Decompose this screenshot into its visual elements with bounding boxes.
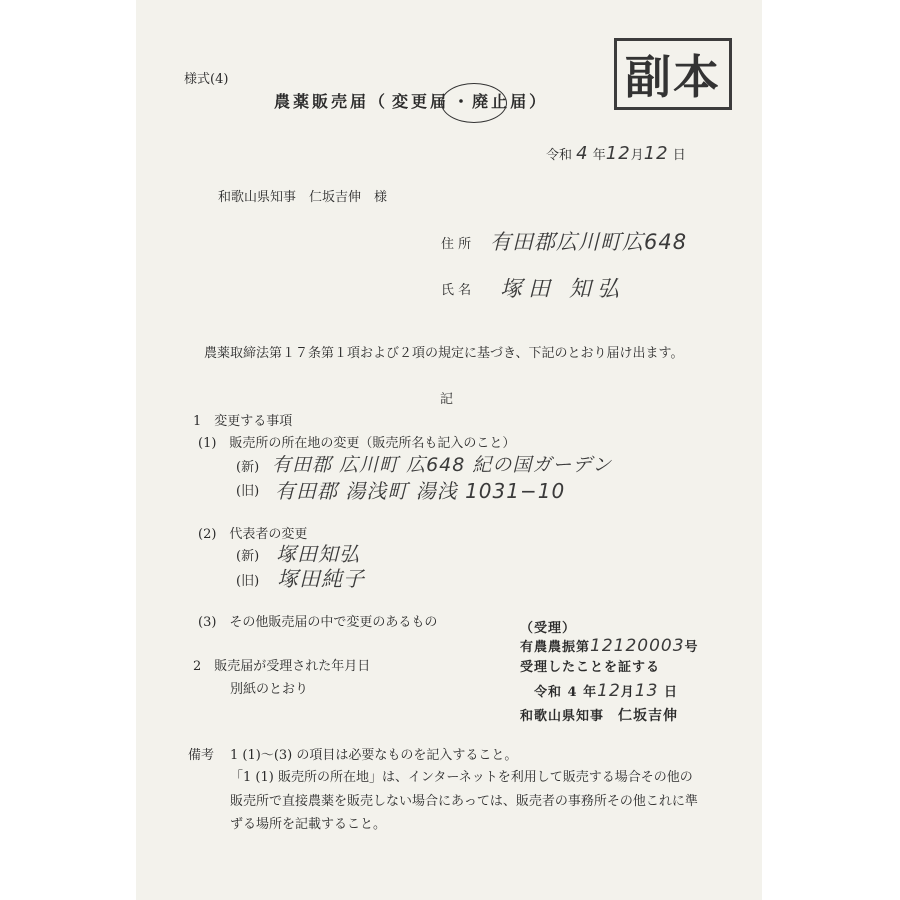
item1-old-value: 有田郡 湯浅町 湯浅 1031−10 <box>275 479 566 503</box>
remarks-line-3: 販売所で直接農薬を販売しない場合にあっては、販売者の事務所その他これに準 <box>230 794 698 809</box>
statement: 農薬取締法第１７条第１項および２項の規定に基づき、下記のとおり届け出ます。 <box>204 346 684 361</box>
date-month: 12 <box>605 143 631 164</box>
selection-circle <box>441 83 507 123</box>
item2-new-value: 塚田知弘 <box>276 542 360 566</box>
item2-old-label: (旧) <box>236 574 260 589</box>
title-option-change: 変更届 <box>392 92 450 111</box>
receipt-date-day: 13 <box>634 681 659 701</box>
receipt-date-year-unit: 年 <box>583 685 598 700</box>
receipt-certify: 受理したことを証する <box>520 660 661 675</box>
section2-note: 別紙のとおり <box>230 682 309 697</box>
ki-marker: 記 <box>440 392 454 407</box>
receipt-date-year: 4 <box>567 685 578 700</box>
item1-new-label: (新) <box>236 460 260 475</box>
remarks-label: 備考 <box>188 748 215 763</box>
title-paren-close: ） <box>529 92 549 111</box>
form-label: 様式(4) <box>184 72 229 87</box>
section2-heading: 2 販売届が受理された年月日 <box>193 659 371 674</box>
receipt-number-label: 有農農振第 <box>520 640 591 655</box>
date-year: 4 <box>576 143 589 164</box>
receipt-issuer <box>520 708 678 725</box>
remarks-line-1: 1 (1)～(3) の項目は必要なものを記入すること。 <box>230 748 518 763</box>
receipt-date <box>534 683 678 701</box>
remarks-line-4: ずる場所を記載すること。 <box>230 817 387 832</box>
date-month-unit: 月 <box>630 148 644 163</box>
date-era: 令和 <box>546 148 573 163</box>
item1-label: (1) 販売所の所在地の変更（販売所名も記入のこと） <box>198 436 516 451</box>
title-dot: ・ <box>453 92 473 111</box>
receipt-date-era: 令和 <box>534 685 563 700</box>
receipt-date-month-unit: 月 <box>620 685 635 700</box>
address-label: 住 所 <box>441 237 472 252</box>
receipt-number <box>520 638 699 656</box>
receipt-issuer-name: 仁坂吉伸 <box>618 708 679 724</box>
section1-heading: 1 変更する事項 <box>193 414 293 429</box>
date-day: 12 <box>643 143 669 164</box>
item2-label: (2) 代表者の変更 <box>198 527 308 542</box>
receipt-number-suffix: 号 <box>684 640 699 655</box>
item1-old-label: (旧) <box>236 484 260 499</box>
item2-new-label: (新) <box>236 549 260 564</box>
receipt-number-value: 12120003 <box>590 636 685 656</box>
date-year-unit: 年 <box>592 148 606 163</box>
address-value: 有田郡広川町広648 <box>490 230 688 254</box>
addressee: 和歌山県知事 仁坂吉伸 様 <box>218 190 388 205</box>
receipt-issuer-title: 和歌山県知事 <box>520 709 605 724</box>
title-main: 農薬販売届 <box>274 92 370 111</box>
receipt-title: （受理） <box>520 621 577 636</box>
name-value: 塚田 知弘 <box>500 277 625 302</box>
receipt-date-month: 12 <box>597 681 621 701</box>
title-paren-open: （ <box>369 92 389 111</box>
title-option-abolish: 廃止届 <box>472 92 530 111</box>
duplicate-stamp: 副本 <box>614 38 732 110</box>
item2-old-value: 塚田純子 <box>277 567 365 591</box>
name-label: 氏 名 <box>441 283 472 298</box>
receipt-date-day-unit: 日 <box>663 685 678 700</box>
item3-label: (3) その他販売届の中で変更のあるもの <box>198 615 438 630</box>
submission-date <box>546 143 686 164</box>
date-day-unit: 日 <box>672 148 686 163</box>
remarks-line-2: 「1 (1) 販売所の所在地」は、インターネットを利用して販売する場合その他の <box>230 770 693 785</box>
item1-new-value: 有田郡 広川町 広648 紀の国ガーデン <box>272 454 613 476</box>
